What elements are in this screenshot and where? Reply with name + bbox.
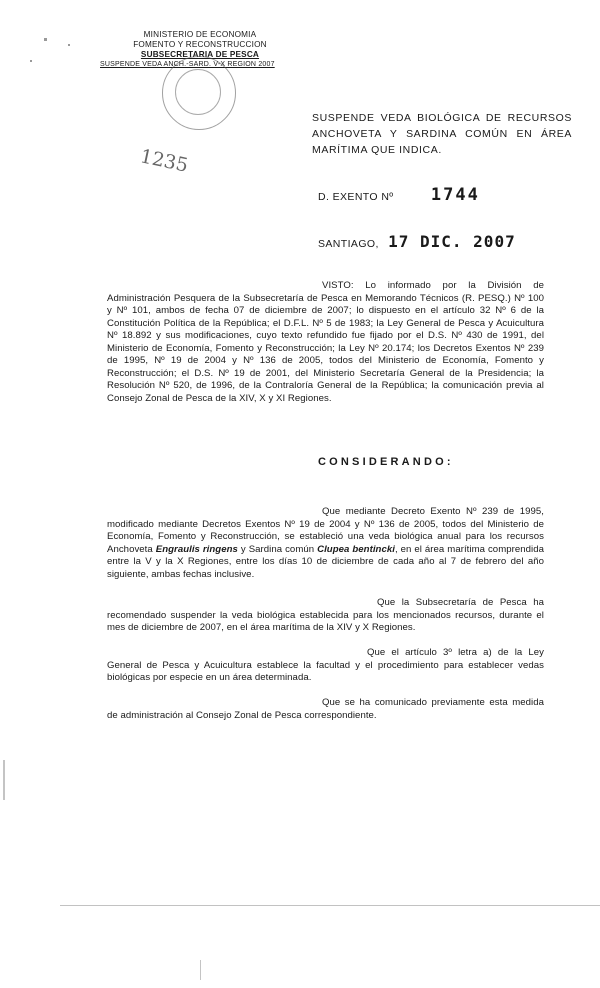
date-place: SANTIAGO, [318, 238, 379, 250]
paragraph-2-lead: Que la [377, 597, 410, 608]
scan-speck [68, 44, 70, 46]
visto-text: Lo informado por la División de Administración Pesquera de la Subsecretaría de Pesca en Memorando Técnicos (R. PESQ.) Nº 100 y Nº 101, ambos de fecha 07 de diciembre de 2007; lo dispuesto en el artículo 32 Nº 6 de la Constitución Política de la República; el D.F.L. Nº 5 de 1983; la Ley General de Pesca y Acuicultura Nº 18.892 y sus modificaciones, cuyo texto refundido fue fijado por el D.S. Nº 430 de 1991, del Ministerio de Economía, Fomento y Reconstrucción; la Ley Nº 20.174; los Decretos Exentos Nº 239 de 1995, Nº 19 de 2004 y Nº 136 de 2005, todos del Ministerio de Economía, Fomento y Reconstrucción; el D.S. Nº 19 de 2001, del Ministerio Secretaría General de la Presidencia; la Resolución Nº 520, de 1996, de la Contraloría General de la República; la comunicación previa al Consejo Zonal de Pesca de la XIV, X y XI Regiones. [107, 280, 544, 404]
document-subject: SUSPENDE VEDA BIOLÓGICA DE RECURSOS ANCHOVETA Y SARDINA COMÚN EN ÁREA MARÍTIMA QUE INDICA. [312, 112, 572, 156]
ministry-name: MINISTERIO DE ECONOMIA [143, 30, 257, 39]
decree-value: 1744 [430, 185, 480, 205]
considerando-paragraph-2 [107, 597, 544, 635]
considerando-heading: CONSIDERANDO: [318, 456, 454, 468]
file-reference: SUSPENDE VEDA ANCH.-SARD. V-X REGION 2007 [100, 61, 275, 68]
official-stamp-icon [162, 56, 236, 130]
paragraph-1-text-c: , en el área marítima comprendida entre la V y la X Regiones, entre los días 10 de diciembre de cada año al 7 de febrero del año siguiente, ambas fechas inclusive. [107, 543, 544, 580]
ministry-division: FOMENTO Y RECONSTRUCCION [133, 40, 267, 49]
paragraph-4-lead: Que se ha [322, 697, 371, 708]
decree-date [318, 232, 516, 251]
date-value: 17 DIC. 2007 [388, 232, 516, 251]
considerando-paragraph-4 [107, 697, 544, 722]
scan-edge-mark [200, 960, 201, 980]
paragraph-3-text: artículo 3º letra a) de la Ley General de Pesca y Acuicultura establece la facultad y el procedimiento para establecer vedas biológicas por especie en un área determinada. [107, 647, 545, 683]
paragraph-3-lead: Que el [367, 647, 399, 658]
considerando-paragraph-3 [107, 647, 544, 685]
scan-line [60, 905, 600, 906]
paragraph-4-text: comunicado previamente esta medida de administración al Consejo Zonal de Pesca correspondiente. [107, 697, 544, 721]
paragraph-1-text-b: y Sardina común [237, 543, 318, 555]
handwritten-number: 1235 [138, 145, 191, 177]
paragraph-2-text: Subsecretaría de Pesca ha recomendado suspender la veda biológica establecida para los mencionados recursos, durante el mes de diciembre de 2007, en el área marítima de la XIV y X Regiones. [107, 597, 544, 633]
paragraph-1-lead: Que mediante [322, 506, 386, 517]
considerando-paragraph-1 [107, 506, 544, 581]
scan-edge-mark [3, 760, 5, 800]
species-anchoveta: Engraulis ringens [155, 543, 238, 555]
subsecretariat-name: SUBSECRETARIA DE PESCA [140, 50, 260, 59]
visto-lead: VISTO: [322, 280, 354, 291]
decree-number [318, 185, 480, 205]
scan-speck [44, 38, 47, 41]
paragraph-1-text: Decreto Exento Nº 239 de 1995, modificado mediante Decretos Exentos Nº 19 de 2004 y Nº 136 de 2005, todos del Ministerio de Economía, Fomento y Reconstrucción, se estableció una veda biológica anual para los recursos Anchoveta [107, 506, 545, 555]
visto-paragraph [107, 280, 544, 405]
scan-speck [30, 60, 32, 62]
species-sardina: Clupea bentincki [317, 543, 395, 555]
decree-label: D. EXENTO Nº [318, 191, 394, 203]
